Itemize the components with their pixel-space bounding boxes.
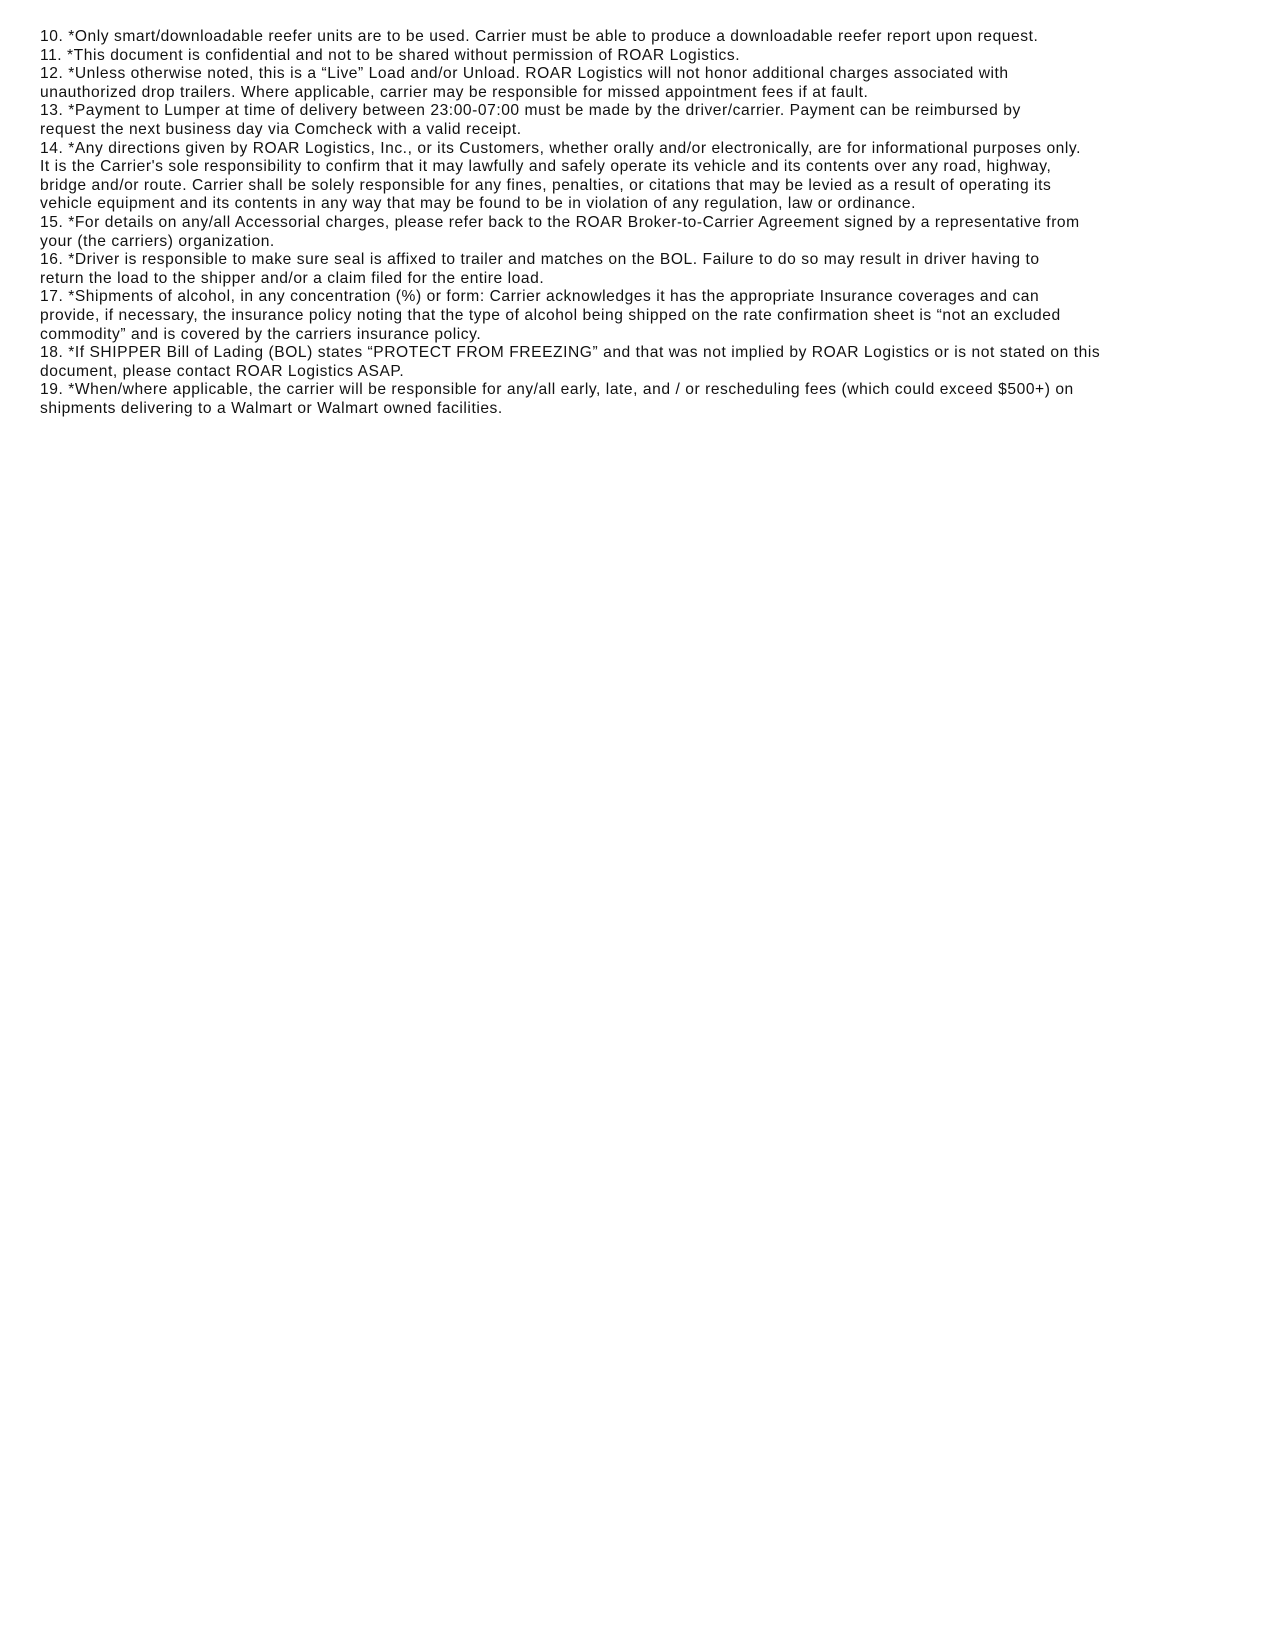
term-line: 10. *Only smart/downloadable reefer units are to be used. Carrier must be able to produce a downloadable reefer report upon request. xyxy=(40,28,1039,45)
term-line: 13. *Payment to Lumper at time of delivery between 23:00-07:00 must be made by the driver/carrier. Payment can be reimbursed by xyxy=(40,102,1021,120)
term-line: 18. *If SHIPPER Bill of Lading (BOL) states “PROTECT FROM FREEZING” and that was not implied by ROAR Logistics or is not stated on this xyxy=(40,344,1101,362)
term-line: 11. *This document is confidential and not to be shared without permission of ROAR Logistics. xyxy=(40,46,741,64)
term-line: unauthorized drop trailers. Where applicable, carrier may be responsible for missed appointment fees if at fault. xyxy=(40,83,869,101)
term-12 xyxy=(40,65,1240,102)
term-14 xyxy=(40,140,1240,214)
term-line: vehicle equipment and its contents in any way that may be found to be in violation of any regulation, law or ordinance. xyxy=(40,195,916,213)
term-line: 14. *Any directions given by ROAR Logistics, Inc., or its Customers, whether orally and/or electronically, are for informational purposes only. xyxy=(40,139,1081,157)
term-line: request the next business day via Comcheck with a valid receipt. xyxy=(40,120,522,138)
term-line: 19. *When/where applicable, the carrier will be responsible for any/all early, late, and / or rescheduling fees (which could exceed $500+) on xyxy=(40,381,1074,399)
term-18 xyxy=(40,344,1240,381)
term-line: shipments delivering to a Walmart or Walmart owned facilities. xyxy=(40,399,503,417)
term-13 xyxy=(40,102,1240,139)
term-line: bridge and/or route. Carrier shall be solely responsible for any fines, penalties, or citations that may be levied as a result of operating its xyxy=(40,176,1052,194)
term-15 xyxy=(40,214,1240,251)
term-19 xyxy=(40,381,1240,418)
term-line: document, please contact ROAR Logistics ASAP. xyxy=(40,362,405,380)
term-line: 12. *Unless otherwise noted, this is a “Live” Load and/or Unload. ROAR Logistics will not honor additional charges associated with xyxy=(40,65,1009,83)
term-line: 17. *Shipments of alcohol, in any concentration (%) or form: Carrier acknowledges it has the appropriate Insurance coverages and can xyxy=(40,288,1040,306)
term-line: commodity” and is covered by the carriers insurance policy. xyxy=(40,325,482,343)
term-line: your (the carriers) organization. xyxy=(40,232,275,250)
terms-document xyxy=(40,28,1240,418)
term-17 xyxy=(40,288,1240,344)
term-10 xyxy=(40,28,1240,47)
term-line: 15. *For details on any/all Accessorial charges, please refer back to the ROAR Broker-to-Carrier Agreement signed by a representative from xyxy=(40,213,1080,231)
term-line: return the load to the shipper and/or a claim filed for the entire load. xyxy=(40,269,545,287)
term-line: It is the Carrier's sole responsibility to confirm that it may lawfully and safely operate its vehicle and its contents over any road, highway, xyxy=(40,158,1052,176)
term-line: provide, if necessary, the insurance policy noting that the type of alcohol being shipped on the rate confirmation sheet is “not an excluded xyxy=(40,306,1061,324)
term-11 xyxy=(40,47,1240,66)
term-line: 16. *Driver is responsible to make sure seal is affixed to trailer and matches on the BOL. Failure to do so may result in driver having to xyxy=(40,251,1040,269)
term-16 xyxy=(40,251,1240,288)
